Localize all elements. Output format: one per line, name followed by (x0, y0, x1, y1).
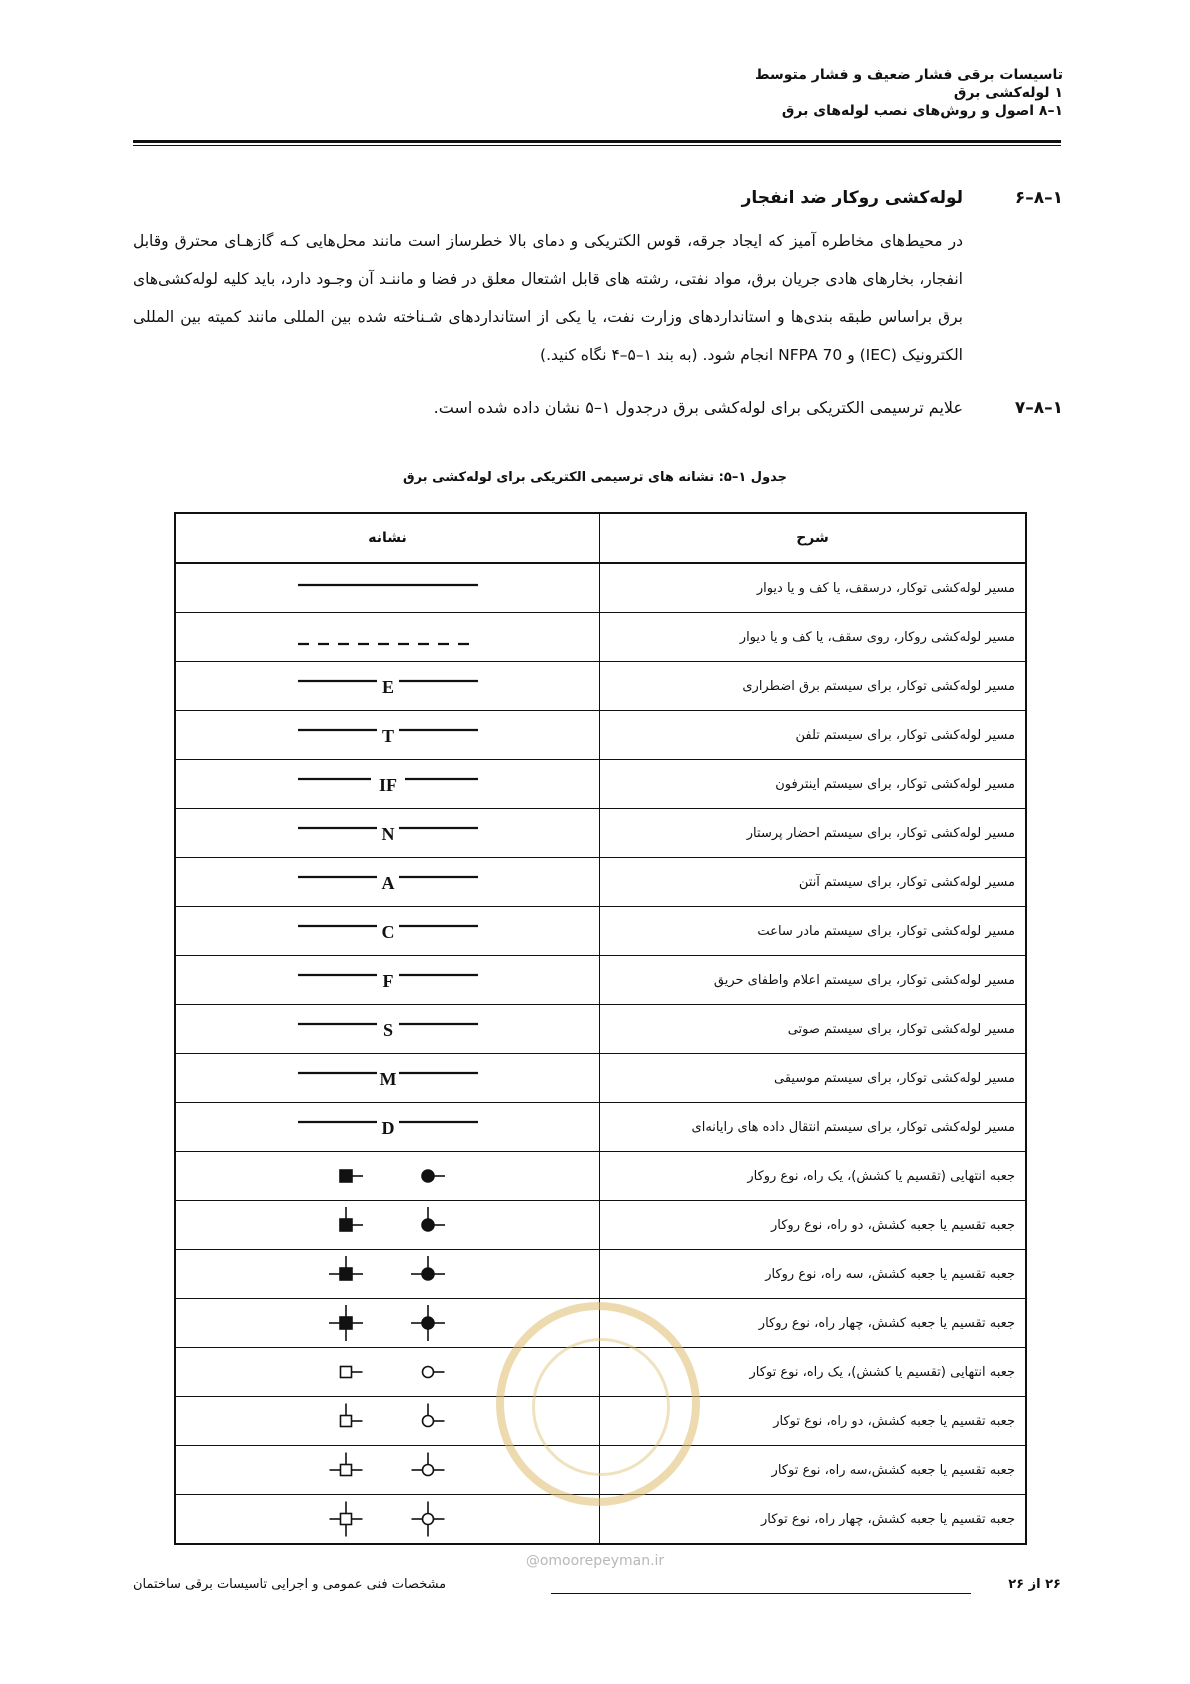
conduit-line-symbol (293, 671, 483, 701)
conduit-line-symbol (293, 622, 483, 652)
table-row (175, 809, 1026, 858)
header-line-2: ۱ لوله‌کشی برق (953, 85, 1063, 101)
description-cell: جعبه تقسیم یا جعبه کشش، چهار راه، نوع توکار (600, 1495, 1027, 1545)
conduit-line-symbol (293, 916, 483, 946)
symbol-cell (175, 563, 600, 613)
section-body: در محیط‌های مخاطره آمیز که ایجاد جرقه، قوس الکتریکی و دمای بالا خطرساز است مانند محل‌هایی کـه گازهـای محترق وقابل انفجار، بخارهای هادی جریان برق، مواد نفتی، رشته های قابل اشتعال معلق در فضا و ماننـد آن وجـود دارد، باید کلیه لوله‌کشی‌های برق براساس طبقه بندی‌ها و استانداردهای وزارت نفت، یا یکی از استانداردهای شـناخته شده بین المللی مانند کمیته بین المللی الکترونیک (IEC) و NFPA 70 انجام شود. (به بند ۱–۵–۴ نگاه کنید.) (133, 232, 963, 364)
section-1-8-7 (135, 398, 1063, 428)
page-footer (133, 1577, 1061, 1601)
symbol-letter: E (381, 677, 394, 697)
conduit-line-symbol (293, 818, 483, 848)
watermark-url: @omoorepeyman.ir (525, 1553, 665, 1569)
conduit-line-symbol (293, 720, 483, 750)
description-cell: مسیر لوله‌کشی روکار، روی سقف، یا کف و یا دیوار (600, 613, 1027, 662)
symbol-cell (175, 1348, 600, 1397)
symbol-table (174, 512, 1027, 1545)
symbol-cell (175, 1103, 600, 1152)
description-cell: مسیر لوله‌کشی توکار، برای سیستم اینترفون (600, 760, 1027, 809)
symbol-cell (175, 809, 600, 858)
page-number: ۲۶ از ۲۶ (1008, 1577, 1061, 1592)
description-cell: مسیر لوله‌کشی توکار، برای سیستم آنتن (600, 858, 1027, 907)
table-row (175, 711, 1026, 760)
description-cell: جعبه تقسیم یا جعبه کشش، سه راه، نوع روکار (600, 1250, 1027, 1299)
symbol-cell (175, 1054, 600, 1103)
table-row (175, 1495, 1026, 1545)
symbol-letter: A (381, 873, 394, 893)
junction-box-symbol (318, 1499, 458, 1539)
section-number: ۱–۸–۷ (1014, 398, 1063, 418)
table-caption: جدول ۱–۵: نشانه های ترسیمی الکتریکی برای لوله‌کشی برق (402, 470, 788, 485)
junction-box-symbol (318, 1254, 458, 1294)
symbol-cell (175, 613, 600, 662)
table-row (175, 1103, 1026, 1152)
symbol-cell (175, 858, 600, 907)
conduit-line-symbol (293, 965, 483, 995)
footer-line (551, 1593, 971, 1594)
junction-box-symbol (318, 1352, 458, 1392)
description-cell: جعبه تقسیم یا جعبه کشش، دو راه، نوع روکار (600, 1201, 1027, 1250)
header-divider-thick (133, 140, 1061, 143)
symbol-letter: M (379, 1069, 396, 1089)
symbol-letter: S (382, 1020, 393, 1040)
symbol-cell (175, 1005, 600, 1054)
table-row (175, 1446, 1026, 1495)
description-cell: مسیر لوله‌کشی توکار، برای سیستم تلفن (600, 711, 1027, 760)
description-cell: مسیر لوله‌کشی توکار، برای سیستم صوتی (600, 1005, 1027, 1054)
conduit-line-symbol (293, 573, 483, 603)
symbol-cell (175, 1152, 600, 1201)
table-row (175, 907, 1026, 956)
symbol-cell (175, 1299, 600, 1348)
symbol-cell (175, 907, 600, 956)
table-row (175, 956, 1026, 1005)
description-cell: جعبه انتهایی (تقسیم یا کشش)، یک راه، نوع توکار (600, 1348, 1027, 1397)
conduit-line-symbol (293, 867, 483, 897)
symbol-cell (175, 711, 600, 760)
junction-box-symbol (318, 1450, 458, 1490)
junction-box-symbol (318, 1303, 458, 1343)
symbol-cell (175, 662, 600, 711)
symbol-cell (175, 760, 600, 809)
symbol-letter: IF (378, 775, 397, 795)
table-row (175, 1054, 1026, 1103)
table-row (175, 1348, 1026, 1397)
junction-box-symbol (318, 1205, 458, 1245)
header-line-3: ۱–۸ اصول و روش‌های نصب لوله‌های برق (781, 103, 1063, 119)
conduit-line-symbol (293, 1112, 483, 1142)
description-cell: مسیر لوله‌کشی توکار، برای سیستم موسیقی (600, 1054, 1027, 1103)
symbol-letter: D (381, 1118, 394, 1138)
junction-box-symbol (318, 1156, 458, 1196)
table-row (175, 662, 1026, 711)
conduit-line-symbol (293, 1014, 483, 1044)
description-cell: مسیر لوله‌کشی توکار، برای سیستم برق اضطراری (600, 662, 1027, 711)
header-description: شرح (600, 513, 1027, 563)
symbol-letter: N (381, 824, 394, 844)
section-number: ۱–۸–۶ (1014, 188, 1063, 208)
table-row (175, 1005, 1026, 1054)
symbol-cell (175, 1201, 600, 1250)
page-header (127, 66, 1063, 120)
header-symbol: نشانه (175, 513, 600, 563)
description-cell: مسیر لوله‌کشی توکار، برای سیستم مادر ساعت (600, 907, 1027, 956)
symbol-cell (175, 1495, 600, 1545)
symbol-letter: F (382, 971, 393, 991)
table-header-row (175, 513, 1026, 563)
description-cell: جعبه تقسیم یا جعبه کشش، چهار راه، نوع روکار (600, 1299, 1027, 1348)
symbol-letter: C (381, 922, 394, 942)
table-row (175, 1201, 1026, 1250)
header-line-1: تاسیسات برقی فشار ضعیف و فشار متوسط (754, 67, 1063, 83)
description-cell: مسیر لوله‌کشی توکار، برای سیستم احضار پرستار (600, 809, 1027, 858)
table-row (175, 858, 1026, 907)
section-text: علایم ترسیمی الکتریکی برای لوله‌کشی برق درجدول ۱–۵ نشان داده شده است. (433, 398, 963, 417)
description-cell: مسیر لوله‌کشی توکار، برای سیستم انتقال داده های رایانه‌ای (600, 1103, 1027, 1152)
description-cell: مسیر لوله‌کشی توکار، درسقف، یا کف و یا دیوار (600, 563, 1027, 613)
symbol-cell (175, 1446, 600, 1495)
table-row (175, 563, 1026, 613)
symbol-cell (175, 956, 600, 1005)
description-cell: مسیر لوله‌کشی توکار، برای سیستم اعلام واطفای حریق (600, 956, 1027, 1005)
description-cell: جعبه تقسیم یا جعبه کشش، دو راه، نوع توکار (600, 1397, 1027, 1446)
conduit-line-symbol (293, 1063, 483, 1093)
section-title: لوله‌کشی روکار ضد انفجار (741, 188, 963, 208)
symbol-letter: T (381, 726, 394, 746)
symbol-cell (175, 1397, 600, 1446)
header-divider-thin (133, 145, 1061, 146)
footer-title: مشخصات فنی عمومی و اجرایی تاسیسات برقی ساختمان (133, 1577, 447, 1592)
table-row (175, 1250, 1026, 1299)
table-row (175, 760, 1026, 809)
conduit-line-symbol (293, 769, 483, 799)
description-cell: جعبه تقسیم یا جعبه کشش،سه راه، نوع توکار (600, 1446, 1027, 1495)
table-row (175, 1397, 1026, 1446)
table-row (175, 1152, 1026, 1201)
description-cell: جعبه انتهایی (تقسیم یا کشش)، یک راه، نوع روکار (600, 1152, 1027, 1201)
symbol-cell (175, 1250, 600, 1299)
table-row (175, 1299, 1026, 1348)
junction-box-symbol (318, 1401, 458, 1441)
section-1-8-6 (133, 188, 1063, 364)
table-row (175, 613, 1026, 662)
